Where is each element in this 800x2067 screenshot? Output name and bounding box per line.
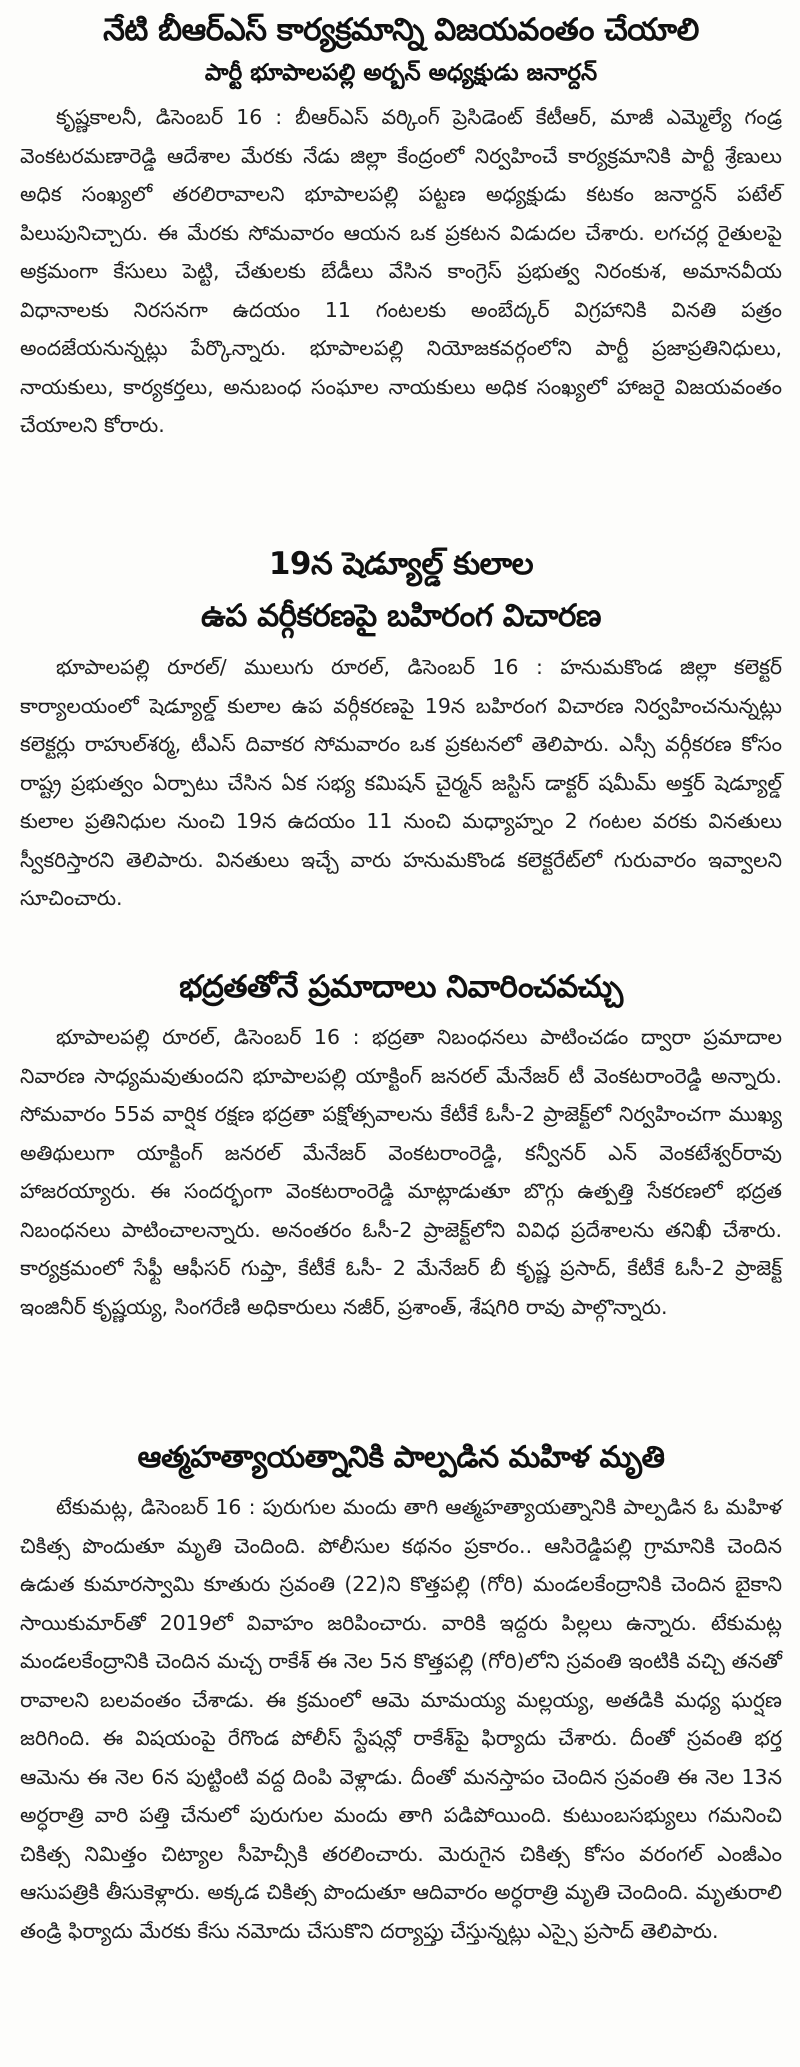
article-sc-subclassification [20,538,782,918]
article-body: భూపాలపల్లి రూరల్/ ములుగు రూరల్, డిసెంబర్ 16 : హనుమకొండ జిల్లా కలెక్టర్ కార్యాలయంలో షెడ్యూల్డ్ కులాల ఉప వర్గీకరణపై 19న బహిరంగ విచారణ నిర్వహించనున్నట్లు కలెక్టర్లు రాహుల్‌శర్మ, టీఎస్ దివాకర సోమవారం ఒక ప్రకటనలో తెలిపారు. ఎస్సీ వర్గీకరణ కోసం రాష్ట్ర ప్రభుత్వం ఏర్పాటు చేసిన ఏక సభ్య కమిషన్ చైర్మన్ జస్టిస్ డాక్టర్ షమీమ్ అక్తర్ షెడ్యూల్డ్ కులాల ప్రతినిధుల నుంచి 19న ఉదయం 11 నుంచి మధ్యాహ్నం 2 గంటల వరకు వినతులు స్వీకరిస్తారని తెలిపారు. వినతులు ఇచ్చే వారు హనుమకొండ కలెక్టరేట్‌లో గురువారం ఇవ్వాలని సూచించారు. [20,655,782,910]
article-body: కృష్ణకాలనీ, డిసెంబర్ 16 : బీఆర్ఎస్ వర్కింగ్ ప్రెసిడెంట్ కేటీఆర్, మాజీ ఎమ్మెల్యే గండ్ర వెంకటరమణారెడ్డి ఆదేశాల మేరకు నేడు జిల్లా కేంద్రంలో నిర్వహించే కార్యక్రమానికి పార్టీ శ్రేణులు అధిక సంఖ్యలో తరలిరావాలని భూపాలపల్లి పట్టణ అధ్యక్షుడు కటకం జనార్దన్ పటేల్ పిలుపునిచ్చారు. ఈ మేరకు సోమవారం ఆయన ఒక ప్రకటన విడుదల చేశారు. లగచర్ల రైతులపై అక్రమంగా కేసులు పెట్టి, చేతులకు బేడీలు వేసిన కాంగ్రెస్ ప్రభుత్వ నిరంకుశ, అమానవీయ విధానాలకు నిరసనగా ఉదయం 11 గంటలకు అంబేద్కర్ విగ్రహానికి వినతి పత్రం అందజేయనున్నట్లు పేర్కొన్నారు. భూపాలపల్లి నియోజకవర్గంలోని పార్టీ ప్రజాప్రతినిధులు, నాయకులు, కార్యకర్తలు, అనుబంధ సంఘాల నాయకులు అధిక సంఖ్యలో హాజరై విజయవంతం చేయాలని కోరారు. [20,105,782,437]
article-headline-line-2: ఉప వర్గీకరణపై బహిరంగ విచారణ [201,598,601,634]
article-headline: 19న షెడ్యూల్డ్ కులాల [268,546,534,582]
article-body: భూపాలపల్లి రూరల్, డిసెంబర్ 16 : భద్రతా నిబంధనలు పాటించడం ద్వారా ప్రమాదాల నివారణ సాధ్యమవుతుందని భూపాలపల్లి యాక్టింగ్ జనరల్ మేనేజర్ టీ వెంకటరాంరెడ్డి అన్నారు. సోమవారం 55వ వార్షిక రక్షణ భద్రతా పక్షోత్సవాలను కేటీకే ఓసీ-2 ప్రాజెక్ట్‌లో నిర్వహించగా ముఖ్య అతిథులుగా యాక్టింగ్ జనరల్ మేనేజర్ వెంకటరాంరెడ్డి, కన్వీనర్ ఎన్ వెంకటేశ్వర్‌రావు హాజరయ్యారు. ఈ సందర్భంగా వెంకటరాంరెడ్డి మాట్లాడుతూ బొగ్గు ఉత్పత్తి సేకరణలో భద్రత నిబంధనలు పాటించాలన్నారు. అనంతరం ఓసీ-2 ప్రాజెక్ట్‌లోని వివిధ ప్రదేశాలను తనిఖీ చేశారు. కార్యక్రమంలో సేఫ్టీ ఆఫీసర్ గుప్తా, కేటీకే ఓసీ- 2 మేనేజర్ బీ కృష్ణ ప్రసాద్, కేటీకే ఓసీ-2 ప్రాజెక్ట్ ఇంజినీర్ కృష్ణయ్య, సింగరేణి అధికారులు నజీర్, ప్రశాంత్, శేషగిరి రావు పాల్గొన్నారు. [20,1025,782,1319]
article-headline: ఆత్మహత్యాయత్నానికి పాల్పడిన మహిళ మృతి [137,1440,665,1475]
article-brs-program [20,8,782,445]
article-headline: భద్రతతోనే ప్రమాదాలు నివారించవచ్చు [179,969,623,1005]
article-safety-week [20,962,782,1326]
article-headline: నేటి బీఆర్ఎస్ కార్యక్రమాన్ని విజయవంతం చేయాలి [103,12,699,48]
article-woman-death [20,1432,782,1950]
article-subheadline: పార్టీ భూపాలపల్లి అర్బన్ అధ్యక్షుడు జనార్దన్ [204,60,598,86]
article-body: టేకుమట్ల, డిసెంబర్ 16 : పురుగుల మందు తాగి ఆత్మహత్యాయత్నానికి పాల్పడిన ఓ మహిళ చికిత్స పొందుతూ మృతి చెందింది. పోలీసుల కథనం ప్రకారం.. ఆసిరెడ్డిపల్లి గ్రామానికి చెందిన ఉడుత కుమారస్వామి కూతురు స్రవంతి (22)ని కొత్తపల్లి (గోరి) మండలకేంద్రానికి చెందిన బైకాని సాయికుమార్‌తో 2019లో వివాహం జరిపించారు. వారికి ఇద్దరు పిల్లలు ఉన్నారు. టేకుమట్ల మండలకేంద్రానికి చెందిన మచ్చ రాకేశ్ ఈ నెల 5న కొత్తపల్లి (గోరి)లోని స్రవంతి ఇంటికి వచ్చి తనతో రావాలని బలవంతం చేశాడు. ఈ క్రమంలో ఆమె మామయ్య మల్లయ్య, అతడికి మధ్య ఘర్షణ జరిగింది. ఈ విషయంపై రేగొండ పోలీస్ స్టేషన్లో రాకేశ్‌పై ఫిర్యాదు చేశారు. దీంతో స్రవంతి భర్త ఆమెను ఈ నెల 6న పుట్టింటి వద్ద దింపి వెళ్లాడు. దీంతో మనస్తాపం చెందిన స్రవంతి ఈ నెల 13న అర్ధరాత్రి వారి పత్తి చేనులో పురుగుల మందు తాగి పడిపోయింది. కుటుంబసభ్యులు గమనించి చికిత్స నిమిత్తం చిట్యాల సీహెచ్సీకి తరలించారు. మెరుగైన చికిత్స కోసం వరంగల్ ఎంజీఎం ఆసుపత్రికి తీసుకెళ్లారు. అక్కడ చికిత్స పొందుతూ ఆదివారం అర్ధరాత్రి మృతి చెందింది. మృతురాలి తండ్రి ఫిర్యాదు మేరకు కేసు నమోదు చేసుకొని దర్యాప్తు చేస్తున్నట్లు ఎస్సై ప్రసాద్ తెలిపారు. [20,1495,782,1943]
